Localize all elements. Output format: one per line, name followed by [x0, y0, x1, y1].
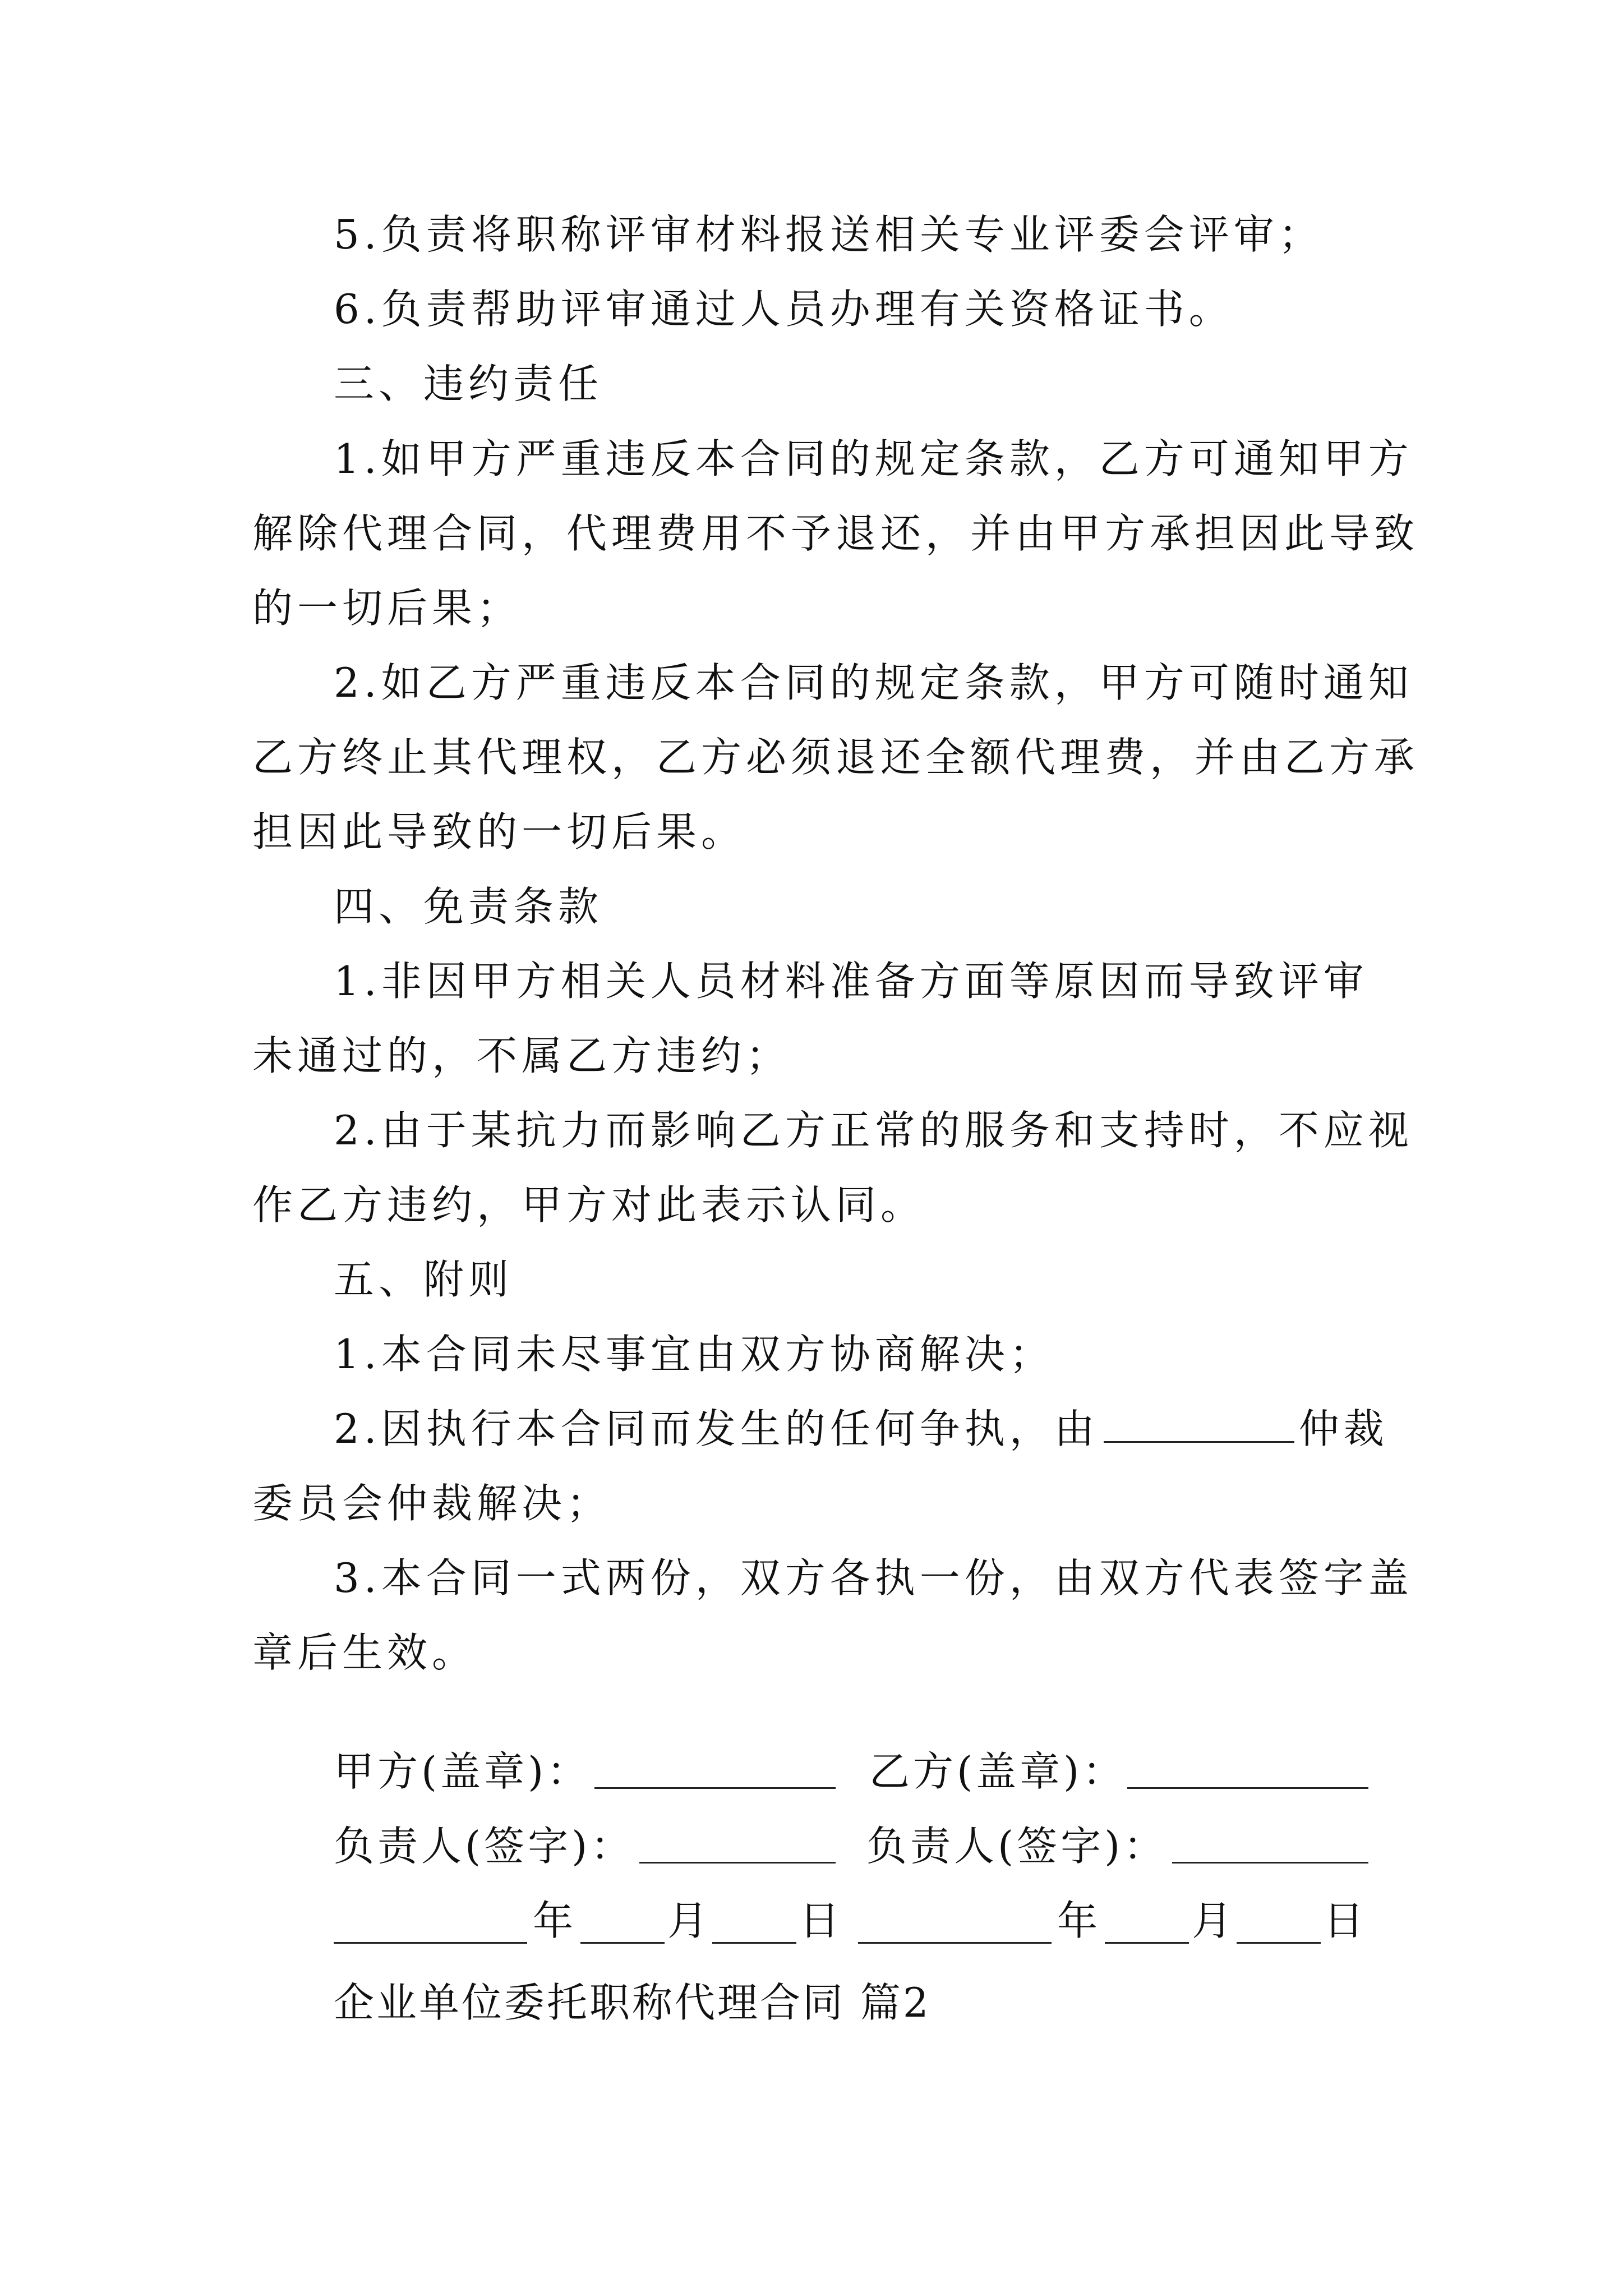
- clause-4-2-line1: 2.由于某抗力而影响乙方正常的服务和支持时，不应视: [334, 1107, 1413, 1154]
- party-a-sign-blank[interactable]: [639, 1862, 836, 1864]
- party-a-year-blank[interactable]: [334, 1942, 527, 1944]
- party-a-day-label: 日: [799, 1897, 843, 1944]
- clause-2-5: 5.负责将职称评审材料报送相关专业评委会评审；: [334, 211, 1324, 258]
- party-a-month-label: 月: [667, 1897, 712, 1944]
- party-b-sign-label: 负责人(签字)：: [866, 1823, 1168, 1870]
- clause-3-1-line1: 1.如甲方严重违反本合同的规定条款，乙方可通知甲方: [334, 435, 1413, 482]
- party-b-day-label: 日: [1324, 1897, 1368, 1944]
- clause-4-1-line1: 1.非因甲方相关人员材料准备方面等原因而导致评审: [334, 958, 1368, 1005]
- party-a-sign-label: 负责人(签字)：: [334, 1823, 635, 1870]
- arbitration-blank[interactable]: [1104, 1409, 1294, 1443]
- clause-3-2-line1: 2.如乙方严重违反本合同的规定条款，甲方可随时通知: [334, 659, 1413, 706]
- party-b-day-blank[interactable]: [1237, 1942, 1321, 1944]
- clause-2-6: 6.负责帮助评审通过人员办理有关资格证书。: [334, 286, 1234, 333]
- party-b-year-blank[interactable]: [858, 1942, 1052, 1944]
- clause-5-2-line2: 委员会仲裁解决；: [252, 1480, 612, 1527]
- party-a-seal-blank[interactable]: [594, 1787, 836, 1789]
- party-a-year-label: 年: [533, 1897, 577, 1944]
- section-heading-breach: 三、违约责任: [334, 360, 603, 407]
- clause-4-1-line2: 未通过的，不属乙方违约；: [252, 1032, 791, 1079]
- party-b-month-blank[interactable]: [1105, 1942, 1189, 1944]
- party-a-month-blank[interactable]: [580, 1942, 665, 1944]
- clause-3-2-line2: 乙方终止其代理权，乙方必须退还全额代理费，并由乙方承: [252, 734, 1419, 781]
- clause-3-1-line3: 的一切后果；: [252, 585, 522, 632]
- clause-5-2-prefix: 2.因执行本合同而发生的任何争执，由: [334, 1405, 1099, 1452]
- party-b-year-label: 年: [1057, 1897, 1101, 1944]
- party-a-day-blank[interactable]: [712, 1942, 796, 1944]
- clause-5-2-suffix: 仲裁: [1298, 1405, 1389, 1452]
- party-b-month-label: 月: [1192, 1897, 1236, 1944]
- party-b-sign-blank[interactable]: [1172, 1862, 1368, 1864]
- next-section-title: 企业单位委托职称代理合同 篇2: [334, 1979, 931, 2026]
- clause-5-2-line1: [334, 1402, 1389, 1456]
- section-heading-exemption: 四、免责条款: [334, 883, 603, 930]
- clause-4-2-line2: 作乙方违约，甲方对此表示认同。: [252, 1181, 926, 1228]
- party-b-seal-label: 乙方(盖章)：: [869, 1748, 1127, 1795]
- clause-3-1-line2: 解除代理合同，代理费用不予退还，并由甲方承担因此导致: [252, 510, 1419, 557]
- clause-5-1: 1.本合同未尽事宜由双方协商解决；: [334, 1331, 1054, 1378]
- section-heading-supplementary: 五、附则: [334, 1256, 514, 1303]
- party-a-seal-label: 甲方(盖章)：: [334, 1748, 591, 1795]
- clause-5-3-line2: 章后生效。: [252, 1629, 477, 1676]
- clause-3-2-line3: 担因此导致的一切后果。: [252, 808, 746, 855]
- party-b-seal-blank[interactable]: [1127, 1787, 1368, 1789]
- clause-5-3-line1: 3.本合同一式两份，双方各执一份，由双方代表签字盖: [334, 1554, 1413, 1602]
